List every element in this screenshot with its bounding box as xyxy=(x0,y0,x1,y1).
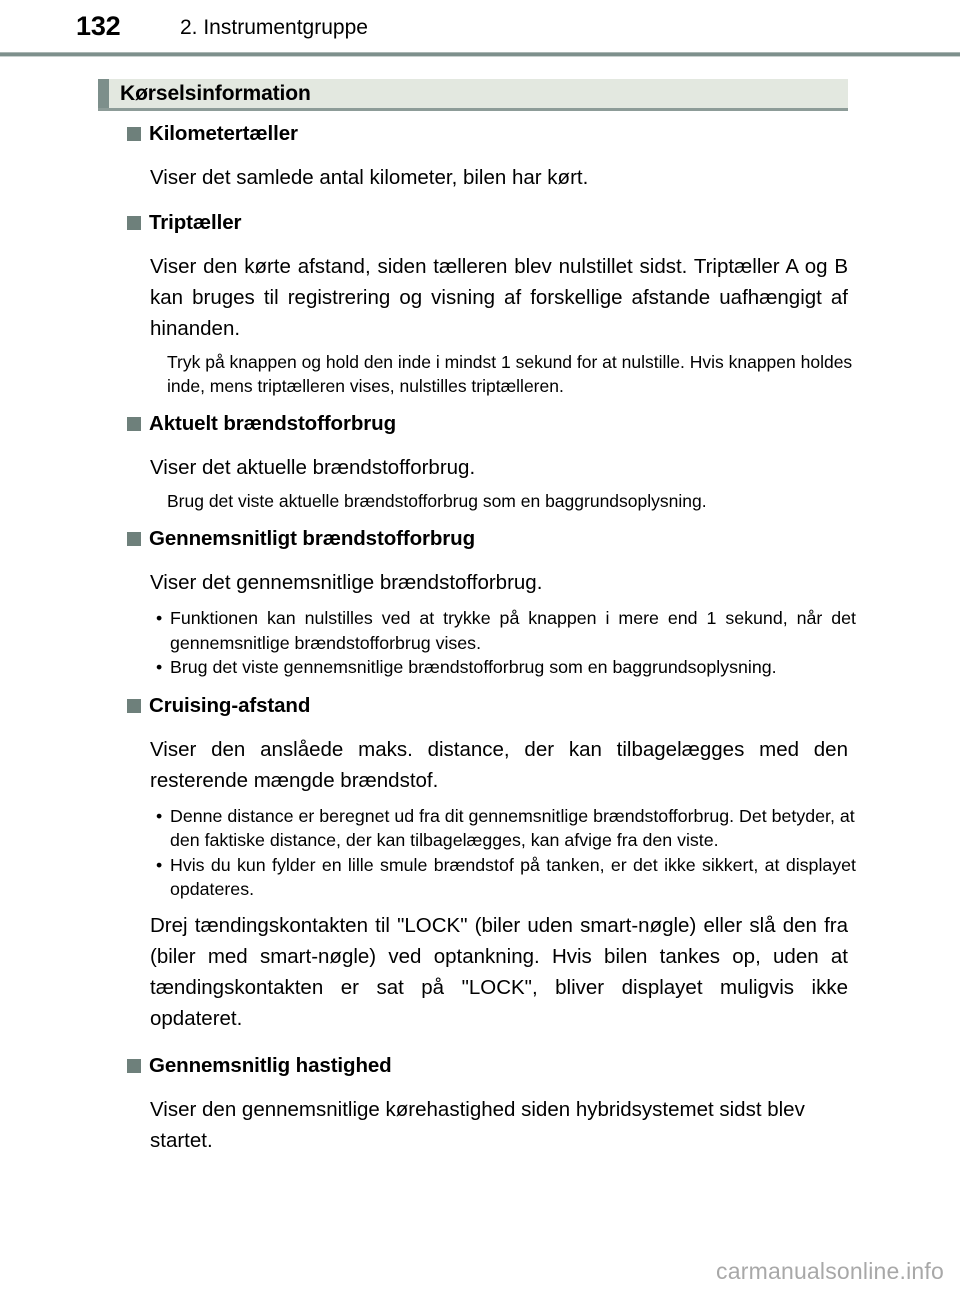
paragraph-aktuelt-body: Viser det aktuelle brændstofforbrug. xyxy=(150,456,476,479)
site-watermark: carmanualsonline.info xyxy=(716,1258,944,1284)
list-item xyxy=(0,606,856,655)
heading-text: Gennemsnitlig hastighed xyxy=(149,1053,392,1077)
spacer xyxy=(0,680,960,692)
square-bullet-icon xyxy=(127,1059,141,1073)
square-bullet-icon xyxy=(127,699,141,713)
bullet-list-gennemsnitligt xyxy=(0,606,960,680)
page-header xyxy=(0,0,960,52)
paragraph-gennemsnitligt-body: Viser det gennemsnitlige brændstofforbrug. xyxy=(150,571,543,594)
square-bullet-icon xyxy=(127,127,141,141)
heading-text: Aktuelt brændstofforbrug xyxy=(149,412,396,435)
heading-gennemsnitligt-braendstofforbrug xyxy=(0,525,960,553)
list-item-text: Denne distance er beregnet ud fra dit gennemsnitlige brændstofforbrug. Det betyder, at den faktiske distance, der kan tilbagelægges, kan afvige fra den viste. xyxy=(170,805,855,850)
spacer xyxy=(0,237,960,251)
spacer xyxy=(0,796,960,804)
spacer xyxy=(0,513,960,525)
page-number: 132 xyxy=(76,11,121,41)
heading-text: Gennemsnitligt brændstofforbrug xyxy=(149,527,476,550)
spacer xyxy=(0,438,960,452)
heading-kilometertaeller xyxy=(0,120,960,148)
list-item xyxy=(0,655,856,680)
heading-aktuelt-braendstofforbrug xyxy=(0,410,960,438)
note-aktuelt: Brug det viste aktuelle brændstofforbrug som en baggrundsoplysning. xyxy=(167,491,707,511)
spacer xyxy=(0,553,960,567)
bullet-dot-icon: • xyxy=(156,657,163,677)
heading-text: Triptæller xyxy=(149,211,242,234)
heading-gennemsnitlig-hastighed xyxy=(0,1052,960,1080)
section-banner-accent-tab xyxy=(98,79,109,108)
list-item-text: Funktionen kan nulstilles ved at trykke på knappen i mere end 1 sekund, når det gennemsnitlige brændstofforbrug vises. xyxy=(170,608,856,653)
list-item-text: Hvis du kun fylder en lille smule brændstof på tanken, er det ikke sikkert, at displayet opdateres. xyxy=(170,854,856,899)
note-triptaeller: Tryk på knappen og hold den inde i mindst 1 sekund for at nulstille. Hvis knappen holdes inde, mens triptælleren vises, nulstilles triptælleren. xyxy=(167,352,853,396)
section-banner-body xyxy=(109,79,848,108)
paragraph-gennemsnitlig-hastighed-body: Viser den gennemsnitlige kørehastighed siden hybridsystemet sidst blev startet. xyxy=(150,1097,805,1152)
square-bullet-icon xyxy=(127,532,141,546)
section-title: Kørselsinformation xyxy=(120,81,311,105)
chapter-title: 2. Instrumentgruppe xyxy=(180,16,368,39)
paragraph-cruising-body: Viser den anslåede maks. distance, der kan tilbagelægges med den resterende mængde brændstof. xyxy=(150,737,848,792)
paragraph-kilometertaeller-body: Viser det samlede antal kilometer, bilen har kørt. xyxy=(150,166,589,189)
spacer xyxy=(0,598,960,606)
spacer xyxy=(0,1034,960,1052)
list-item xyxy=(0,804,856,853)
spacer xyxy=(0,902,960,910)
header-divider-rule xyxy=(0,52,960,57)
heading-triptaeller xyxy=(0,209,960,237)
bullet-dot-icon: • xyxy=(156,805,163,826)
paragraph-cruising-closing: Drej tændingskontakten til "LOCK" (biler uden smart-nøgle) eller slå den fra (biler med smart-nøgle) ved optankning. Hvis bilen tankes op, uden at tændingskontakten er sat på "LOCK", bliver displayet muligvis ikke opdateret. xyxy=(150,913,848,1030)
paragraph-triptaeller-body: Viser den kørte afstand, siden tælleren blev nulstillet sidst. Triptæller A og B kan bruges til registrering og visning af forskellige afstande uafhængigt af hinanden. xyxy=(150,255,848,340)
heading-text: Cruising-afstand xyxy=(149,693,311,717)
spacer xyxy=(0,720,960,734)
list-item xyxy=(0,853,856,902)
page-content xyxy=(0,120,960,1156)
spacer xyxy=(0,148,960,162)
heading-text: Kilometertæller xyxy=(149,122,298,145)
bullet-dot-icon: • xyxy=(156,854,163,875)
bullet-list-cruising xyxy=(0,804,960,902)
square-bullet-icon xyxy=(127,417,141,431)
bullet-dot-icon: • xyxy=(156,608,163,628)
spacer xyxy=(0,398,960,410)
heading-cruising-afstand xyxy=(0,692,960,720)
square-bullet-icon xyxy=(127,216,141,230)
list-item-text: Brug det viste gennemsnitlige brændstofforbrug som en baggrundsoplysning. xyxy=(170,657,777,677)
section-banner xyxy=(98,79,848,111)
spacer xyxy=(0,1080,960,1094)
spacer xyxy=(0,193,960,209)
